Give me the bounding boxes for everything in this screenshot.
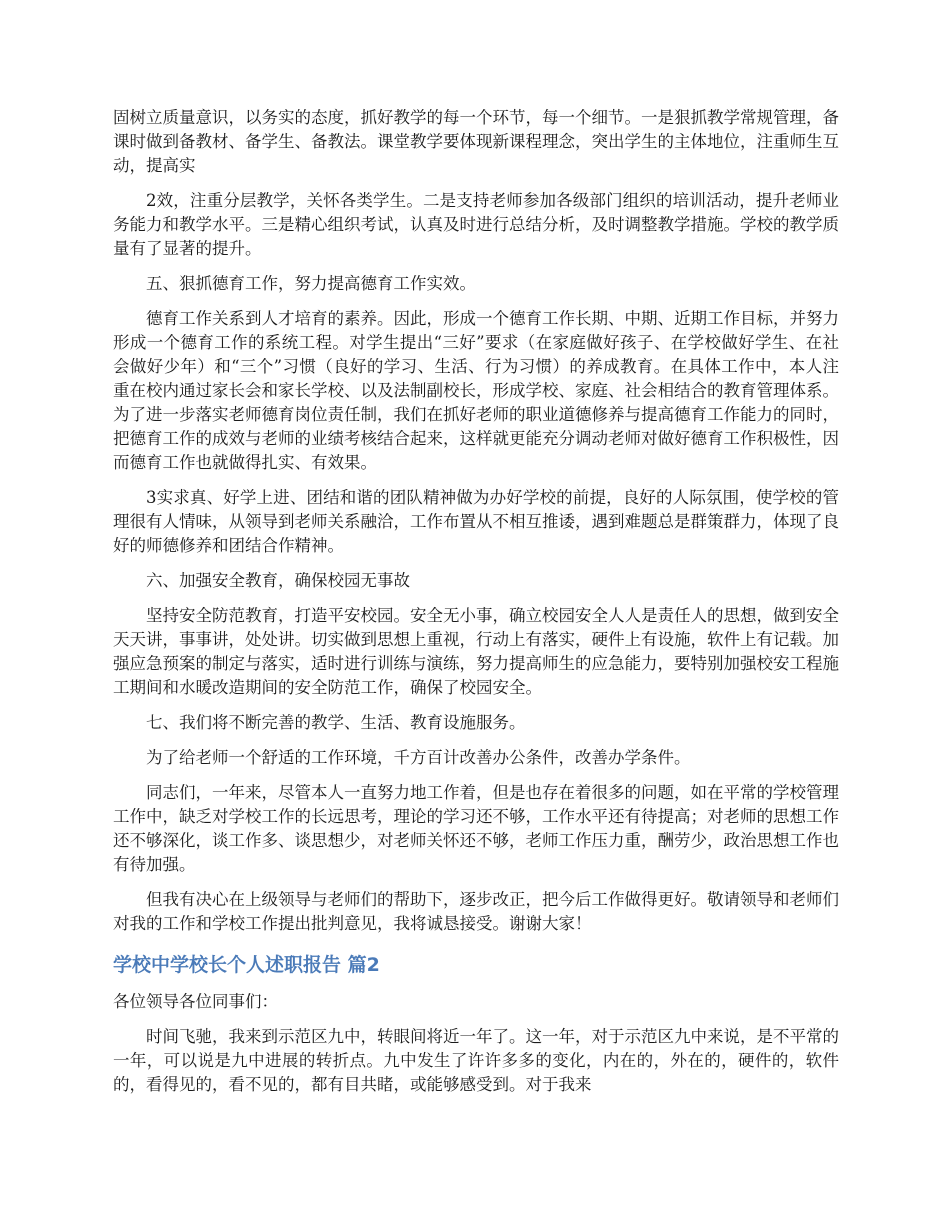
document-body-part1 <box>113 106 839 936</box>
paragraph: 时间飞驰，我来到示范区九中，转眼间将近一年了。这一年，对于示范区九中来说，是不平常的一年，可以说是九中进展的转折点。九中发生了许许多多的变化，内在的，外在的，硬件的，软件的，看得见的，看不见的，都有目共睹，或能够感受到。对于我来 <box>113 1027 839 1094</box>
paragraph: 2效，注重分层教学，关怀各类学生。二是支持老师参加各级部门组织的培训活动，提升老师业务能力和教学水平。三是精心组织考试，认真及时进行总结分析，及时调整教学措施。学校的教学质量有了显著的提升。 <box>113 191 839 258</box>
paragraph: 但我有决心在上级领导与老师们的帮助下，逐步改正，把今后工作做得更好。敬请领导和老师们对我的工作和学校工作提出批判意见，我将诚恳接受。谢谢大家！ <box>113 890 839 933</box>
paragraph: 德育工作关系到人才培育的素养。因此，形成一个德育工作长期、中期、近期工作目标，并努力形成一个德育工作的系统工程。对学生提出“三好”要求（在家庭做好孩子、在学校做好学生、在社会做好少年）和“三个”习惯（良好的学习、生活、行为习惯）的养成教育。在具体工作中，本人注重在校内通过家长会和家长学校、以及法制副校长，形成学校、家庭、社会相结合的教育管理体系。为了进一步落实老师德育岗位责任制，我们在抓好老师的职业道德修养与提高德育工作能力的同时，把德育工作的成效与老师的业绩考核结合起来，这样就更能充分调动老师对做好德育工作积极性，因而德育工作也就做得扎实、有效果。 <box>113 309 839 472</box>
paragraph: 六、加强安全教育，确保校园无事故 <box>146 571 410 590</box>
paragraph: 各位领导各位同事们： <box>113 992 278 1011</box>
section-heading: 学校中学校长个人述职报告 篇2 <box>113 954 380 976</box>
paragraph: 五、狠抓德育工作，努力提高德育工作实效。 <box>146 274 476 293</box>
paragraph: 为了给老师一个舒适的工作环境，千方百计改善办公条件，改善办学条件。 <box>146 748 691 767</box>
document-page <box>113 106 839 1108</box>
document-body-part2 <box>113 990 839 1097</box>
paragraph: 3实求真、好学上进、团结和谐的团队精神做为办好学校的前提，良好的人际氛围，使学校的管理很有人情味，从领导到老师关系融洽，工作布置从不相互推诿，遇到难题总是群策群力，体现了良好的师德修养和团结合作精神。 <box>113 488 839 555</box>
paragraph: 固树立质量意识，以务实的态度，抓好教学的每一个环节，每一个细节。一是狠抓教学常规管理，备课时做到备教材、备学生、备教法。课堂教学要体现新课程理念，突出学生的主体地位，注重师生互动，提高实 <box>113 108 839 175</box>
paragraph: 七、我们将不断完善的教学、生活、教育设施服务。 <box>146 713 526 732</box>
paragraph: 坚持安全防范教育，打造平安校园。安全无小事，确立校园安全人人是责任人的思想，做到安全天天讲，事事讲，处处讲。切实做到思想上重视，行动上有落实，硬件上有设施，软件上有记载。加强应急预案的制定与落实，适时进行训练与演练，努力提高师生的应急能力，要特别加强校安工程施工期间和水暖改造期间的安全防范工作，确保了校园安全。 <box>113 606 839 697</box>
paragraph: 同志们，一年来，尽管本人一直努力地工作着，但是也存在着很多的问题，如在平常的学校管理工作中，缺乏对学校工作的长远思考，理论的学习还不够，工作水平还有待提高；对老师的思想工作还不够深化，谈工作多、谈思想少，对老师关怀还不够，老师工作压力重，酬劳少，政治思想工作也有待加强。 <box>113 783 839 874</box>
